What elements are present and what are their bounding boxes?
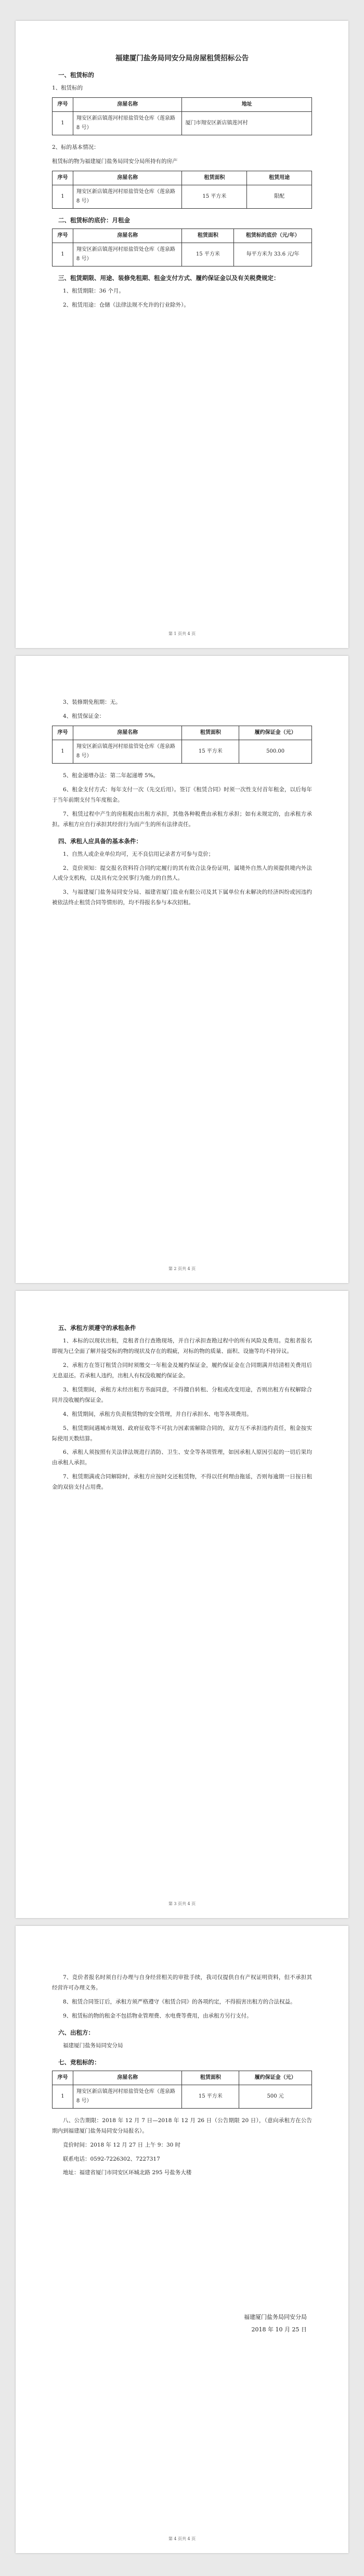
table-cell: 15 平方米 [182,185,247,208]
base-price-table [52,229,312,267]
paragraph: 福建厦门盐务局同安分局 [63,2042,123,2049]
table-header: 序号 [53,171,73,185]
page-number: 第 4 页共 4 页 [168,2536,196,2541]
table-cell: 翔安区新店镇莲河村原盐管处仓库（莲泉路 8 号） [73,2085,182,2108]
page-content [52,697,312,912]
document-title: 福建厦门盐务局同安分局房屋租赁招标公告 [115,54,249,62]
table-cell: 15 平方米 [182,2085,239,2108]
table-header: 租赁面积 [182,171,247,185]
table-row [53,111,312,135]
paragraph: 4、租赁保证金： [63,713,105,719]
table-header: 履约保证金（元） [239,726,312,740]
table-header: 序号 [53,97,73,111]
table-cell: 每平方米为 33.6 元/年 [234,243,312,266]
page-content [52,1973,312,2182]
signature-org: 福建厦门盐务局同安分局 [244,2314,307,2320]
table-header: 序号 [53,2071,73,2085]
table-cell: 限配 [247,185,312,208]
section-heading-4: 四、承租人应具备的基本条件： [58,837,142,845]
paragraph: 4、租赁期间，承租方负责租赁物的安全管理，并自行承担水、电等各项费用。 [63,1411,252,1417]
page-number: 第 3 页共 4 页 [168,1901,196,1906]
paragraph: 1、自然人或企业单位均可，无不良信用记录者方可参与竞价； [63,851,214,857]
page-content [52,1317,312,1496]
table-cell: 1 [53,111,73,135]
table-cell: 翔安区新店镇莲河村原盐管处仓库（莲泉路 8 号） [73,740,182,763]
table-cell: 500.00 [239,740,312,763]
table-header: 租赁面积 [182,2071,239,2085]
subsection-title: 2、标的基本情况： [52,144,99,150]
paragraph: 3、与福建厦门盐务局同安分局、福建省厦门盐业有限公司及其下属单位有未解决的经济纠纷或因违约被依法终止租赁合同等情形的，均不得报名参与本次招租。 [52,889,312,906]
page-content [52,52,312,314]
table-header: 序号 [53,229,73,243]
table-cell: 翔安区新店镇莲河村原盐管处仓库（莲泉路 8 号） [73,185,182,208]
table-row [53,740,312,763]
paragraph: 八、公告期限：2018 年 12 月 7 日—2018 年 12 月 26 日（公告期限 20 日），（意向承租方在公告期内到福建厦门盐务局同安分局报名）。 [52,2117,312,2134]
subsection-title: 1、租赁标的 [52,85,83,91]
table-header: 地址 [182,97,312,111]
table-header: 租赁标的底价（元/年） [234,229,312,243]
table-header: 房屋名称 [73,229,182,243]
paragraph: 6、承租人须按照有关法律法规进行消防、卫生、安全等各项管理，如因承租人原因引起的一切后果均由承租人承担。 [52,1449,312,1466]
paragraph: 租赁标的物为福建厦门盐务局同安分局所持有的房产 [52,158,178,164]
table-header: 房屋名称 [73,2071,182,2085]
table-row [53,185,312,208]
paragraph: 6、租金支付方式：每年支付一次（先交后用）。签订《租赁合同》时须一次性支付首年租金，以后每年于当年前期支付当年度租金。 [52,786,312,803]
paragraph: 联系电话：0592-7226302、7227317 [63,2155,160,2162]
paragraph: 3、租赁期间，承租方未经出租方书面同意，不得擅自转租、分租或改变用途，否则出租方有权解除合同并没收履约保证金。 [52,1386,312,1403]
section-heading-2: 二、租赁标的底价：月租金 [58,216,130,224]
document-page-3 [16,1291,348,1918]
table-cell: 1 [53,243,73,266]
paragraph: 7、竞价者报名时须自行办理与自身经营相关的审批手续，我司仅提供自有产权证明资料，但不承担其经营许可办理义务。 [52,1974,312,1991]
paragraph: 1、租赁期限：36 个月。 [63,287,124,294]
table-cell: 翔安区新店镇莲河村原盐管处仓库（莲泉路 8 号） [73,243,182,266]
table-header: 租赁面积 [182,726,239,740]
paragraph: 9、租赁标的物的租金不包括物业管理费、水电费等费用，由承租方另行支付。 [63,2012,252,2019]
table-header: 履约保证金（元） [239,2071,312,2085]
table-header: 序号 [53,726,73,740]
page-number: 第 2 页共 4 页 [168,1266,196,1271]
table-cell: 15 平方米 [182,243,234,266]
paragraph: 2、承租方在签订租赁合同时须缴交一年租金及履约保证金，履约保证金在合同期满并结清相关费用后无息退还。若承租人违约，出租人有权没收履约保证金。 [52,1362,312,1379]
signature-date: 2018 年 10 月 25 日 [251,2326,307,2333]
paragraph: 2、竞价须知：提交报名资料符合同约定履行的其有效合法身份证明，属境外自然人的须提供境内外法人或分支机构，以及具有完全民事行为能力的自然人。 [52,865,312,882]
paragraph: 地址：福建省厦门市同安区环城北路 295 号盐务大楼 [63,2169,192,2176]
paragraph: 2、租赁用途：仓储（法律法规不允许的行业除外）。 [63,301,189,308]
paragraph: 7、租赁过程中产生的房租税由出租方承担，其他各种税费由承租方承担；如有未规定的，由承租方承担。承租方应自行承担其经营行为而产生的所有法律责任。 [52,810,312,828]
paragraph: 3、装修期免租期：无。 [63,699,121,705]
section-heading-7: 七、竞租标的： [58,2058,100,2066]
table-cell: 1 [53,2085,73,2108]
paragraph: 1、本标的以现状出租，竞租者自行查勘现场，并自行承担查勘过程中的所有风险及费用。竞租者报名即视为已全面了解并接受标的物的现状及存在的瑕疵，对标的物的质量、面积、设施等均不持异议。 [52,1338,312,1354]
table-row [53,2085,312,2108]
table-header: 租赁用途 [247,171,312,185]
document-page-2 [16,656,348,1283]
table-cell: 500 元 [239,2085,312,2108]
section-heading-6: 六、出租方： [58,2028,94,2036]
paragraph: 竞价时间：2018 年 12 月 27 日 上午 9：30 时 [63,2141,181,2148]
table-cell: 翔安区新店镇莲河村原盐管处仓库（莲泉路 8 号） [73,111,182,135]
document-page-4 [16,1926,348,2553]
page-number: 第 1 页共 4 页 [168,631,196,636]
table-cell: 1 [53,740,73,763]
basic-info-table [52,171,312,209]
paragraph: 5、租金递增办法：第二年起递增 5%。 [63,772,159,779]
section-heading-3: 三、租赁期限、用途、装修免租期、租金支付方式、履约保证金以及有关税费规定： [58,274,280,282]
table-cell: 1 [53,185,73,208]
lease-object-table [52,97,312,135]
table-header: 租赁面积 [182,229,234,243]
table-header: 房屋名称 [73,97,182,111]
paragraph: 7、租赁期满或合同解除时，承租方应按时交还租赁物，不得以任何理由拖延，否则每逾期一日按日租金的双倍支付占用费。 [52,1474,312,1491]
table-row [53,243,312,266]
paragraph: 5、租赁期间遇城市规划、政府征收等不可抗力因素需解除合同的，双方互不承担违约责任，租金按实际使用天数结算。 [52,1425,312,1442]
section-heading-5: 五、承租方须遵守的承租条件 [58,1324,136,1331]
table-cell: 15 平方米 [182,740,239,763]
document-page-1 [16,21,348,648]
paragraph: 8、租赁合同签订后，承租方须严格遵守《租赁合同》的各项约定，不得损害出租方的合法权益。 [63,1998,296,2005]
signature-block [244,2311,307,2336]
bid-object-table [52,2071,312,2109]
table-header: 房屋名称 [73,726,182,740]
section-heading-1: 一、租赁标的 [58,71,94,79]
deposit-table [52,726,312,764]
table-header: 房屋名称 [73,171,182,185]
table-cell: 厦门市翔安区新店镇莲河村 [182,111,312,135]
